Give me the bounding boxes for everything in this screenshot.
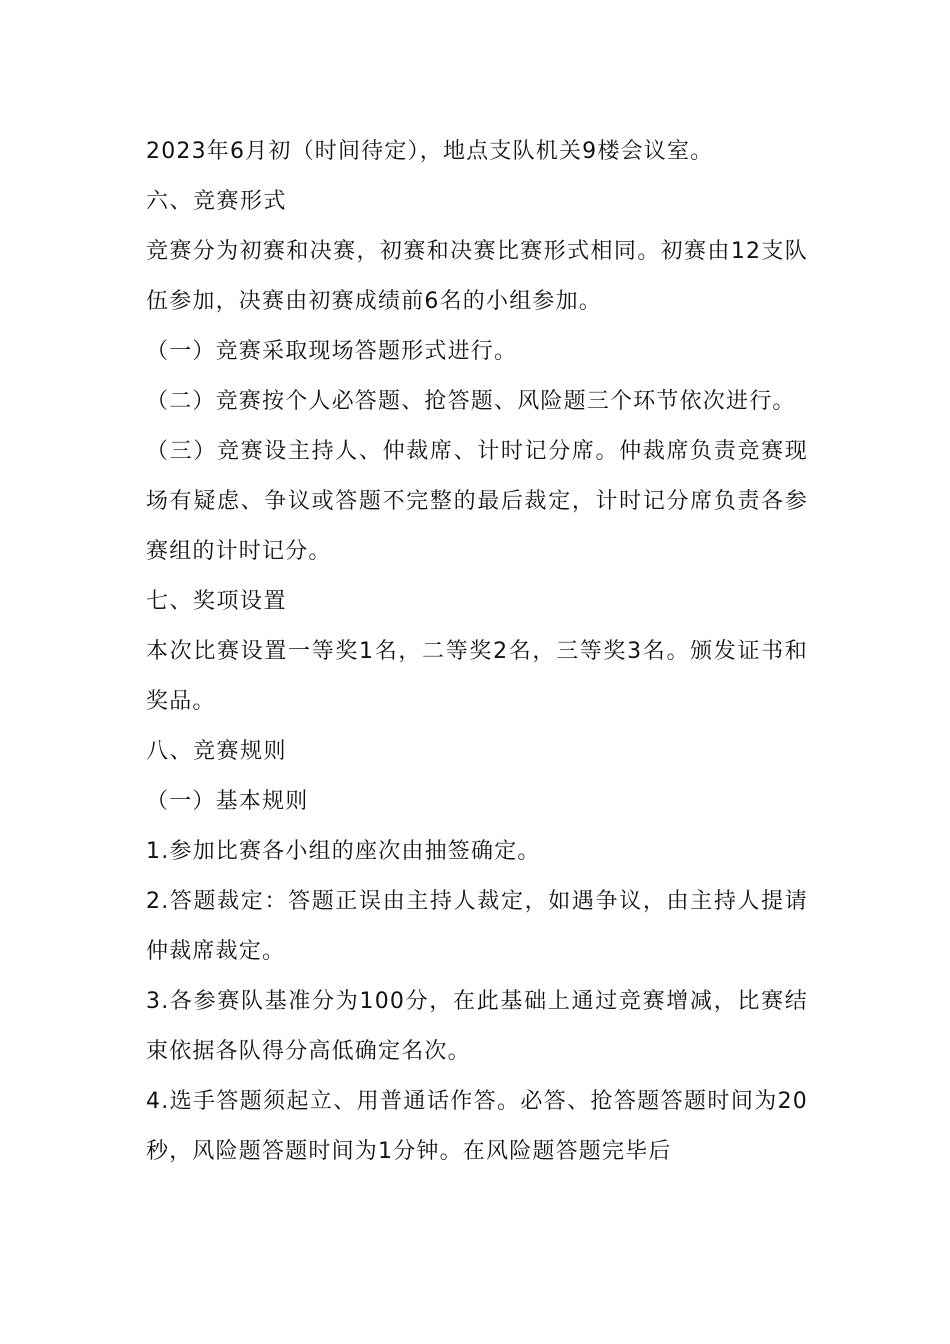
rule-item-2: 2.答题裁定：答题正误由主持人裁定，如遇争议，由主持人提请仲裁席裁定。 [146,889,808,964]
rule-item-4: 4.选手答题须起立、用普通话作答。必答、抢答题答题时间为20秒，风险题答题时间为1分钟。在风险题答题完毕后 [146,1089,808,1164]
rule-item-1: 1.参加比赛各小组的座次由抽签确定。 [146,839,541,864]
section-heading-rules: 八、竞赛规则 [146,739,288,764]
subheading-basic-rules: （一）基本规则 [146,789,309,814]
document-body [146,127,808,1177]
paragraph-format-item-2: （二）竞赛按个人必答题、抢答题、风险题三个环节依次进行。 [146,389,796,414]
paragraph-format-item-3: （三）竞赛设主持人、仲裁席、计时记分席。仲裁席负责竞赛现场有疑虑、争议或答题不完整的最后裁定，计时记分席负责各参赛组的计时记分。 [146,439,808,564]
paragraph-time-location: 2023年6月初（时间待定），地点支队机关9楼会议室。 [146,139,714,164]
section-heading-competition-format: 六、竞赛形式 [146,189,288,214]
section-heading-awards: 七、奖项设置 [146,589,288,614]
paragraph-format-item-1: （一）竞赛采取现场答题形式进行。 [146,339,518,364]
rule-item-3: 3.各参赛队基准分为100分，在此基础上通过竞赛增减，比赛结束依据各队得分高低确定名次。 [146,989,808,1064]
paragraph-format-overview: 竞赛分为初赛和决赛，初赛和决赛比赛形式相同。初赛由12支队伍参加，决赛由初赛成绩前6名的小组参加。 [146,239,808,314]
paragraph-awards: 本次比赛设置一等奖1名，二等奖2名，三等奖3名。颁发证书和奖品。 [146,639,808,714]
